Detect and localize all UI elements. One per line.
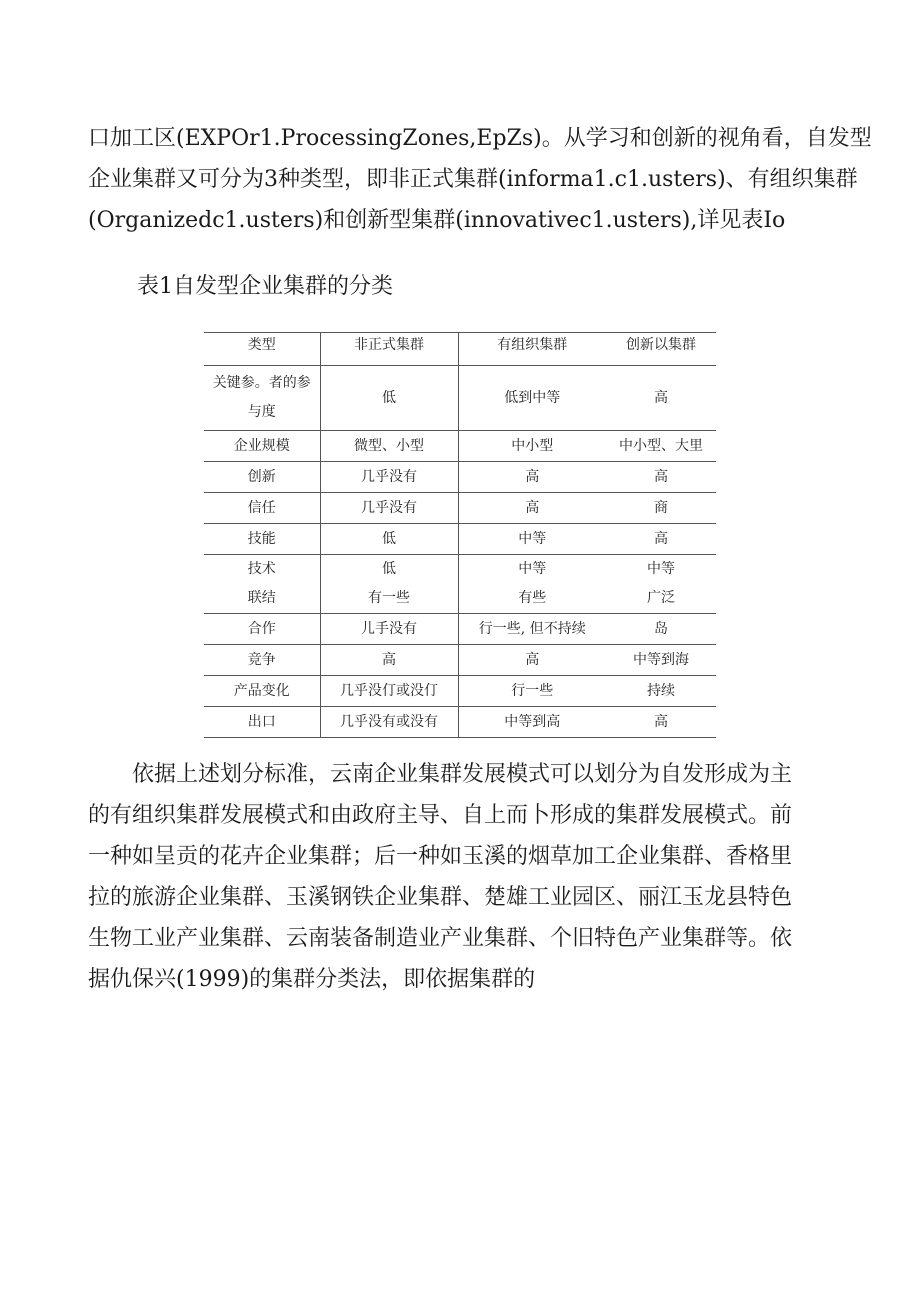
cell-innovative: 中小型、大里 [606, 431, 716, 462]
cell-organized: 高 [458, 493, 606, 524]
table-header-row [204, 333, 716, 366]
cell-informal: 几乎没有或没有 [320, 707, 458, 738]
cell-organized: 高 [458, 645, 606, 676]
body-paragraph [88, 754, 838, 1000]
body-line: 依据上述划分标准，云南企业集群发展模式可以划分为自发形成为主 [88, 762, 793, 787]
cell-informal: 低 [320, 366, 458, 431]
header-organized: 有组织集群 [458, 333, 606, 366]
cell-innovative: 岛 [606, 614, 716, 645]
header-type: 类型 [204, 333, 320, 366]
intro-line: (Organizedc1.usters)和创新型集群(innovativec1.usters),详见表Io [88, 208, 786, 233]
row-label: 合作 [204, 614, 320, 645]
row-label: 竞争 [204, 645, 320, 676]
body-line: 拉的旅游企业集群、玉溪钢铁企业集群、楚雄工业园区、丽江玉龙县特色 [88, 885, 793, 910]
table-row [204, 555, 716, 614]
cell-organized: 行一些 [458, 676, 606, 707]
header-innovative: 创新以集群 [606, 333, 716, 366]
intro-paragraph [88, 118, 872, 241]
body-line: 据仇保兴(1999)的集群分类法，即依据集群的 [88, 967, 536, 992]
table-row [204, 431, 716, 462]
body-line: 生物工业产业集群、云南装备制造业产业集群、个旧特色产业集群等。依 [88, 926, 793, 951]
body-line: 的有组织集群发展模式和由政府主导、自上而卜形成的集群发展模式。前 [88, 803, 793, 828]
row-label: 关键参。者的参 与度 [204, 366, 320, 431]
cell-organized: 中等 有些 [458, 555, 606, 614]
cell-innovative: 中等到海 [606, 645, 716, 676]
cell-informal: 微型、小型 [320, 431, 458, 462]
row-label: 产品变化 [204, 676, 320, 707]
row-label: 创新 [204, 462, 320, 493]
table-row [204, 707, 716, 738]
table-row [204, 493, 716, 524]
table-row [204, 676, 716, 707]
cell-innovative: 商 [606, 493, 716, 524]
cell-organized: 中小型 [458, 431, 606, 462]
cell-informal: 几乎没仃或没仃 [320, 676, 458, 707]
cell-informal: 低 [320, 524, 458, 555]
cell-informal: 几乎没有 [320, 493, 458, 524]
row-label: 出口 [204, 707, 320, 738]
table-row [204, 614, 716, 645]
cell-organized: 中等到高 [458, 707, 606, 738]
cell-innovative: 高 [606, 462, 716, 493]
table-row [204, 462, 716, 493]
table-row [204, 524, 716, 555]
cell-organized: 高 [458, 462, 606, 493]
intro-line: 口加工区(EXPOr1.ProcessingZones,EpZs)。从学习和创新的视角看，自发型 [88, 126, 872, 151]
cell-organized: 行一些, 但不持续 [458, 614, 606, 645]
cell-innovative: 持续 [606, 676, 716, 707]
row-label: 技能 [204, 524, 320, 555]
cell-organized: 中等 [458, 524, 606, 555]
table-caption: 表1自发型企业集群的分类 [137, 274, 393, 299]
body-line: 一种如呈贡的花卉企业集群；后一种如玉溪的烟草加工企业集群、香格里 [88, 844, 793, 869]
cell-informal: 几乎没有 [320, 462, 458, 493]
cell-organized: 低到中等 [458, 366, 606, 431]
cell-informal: 儿手没有 [320, 614, 458, 645]
cell-innovative: 高 [606, 366, 716, 431]
row-label: 企业规模 [204, 431, 320, 462]
cell-informal: 高 [320, 645, 458, 676]
cell-innovative: 高 [606, 707, 716, 738]
cluster-classification-table [204, 332, 716, 738]
table-row [204, 645, 716, 676]
cell-innovative: 高 [606, 524, 716, 555]
row-label: 信任 [204, 493, 320, 524]
cell-innovative: 中等 广泛 [606, 555, 716, 614]
table-row [204, 366, 716, 431]
row-label: 技术 联结 [204, 555, 320, 614]
header-informal: 非正式集群 [320, 333, 458, 366]
intro-line: 企业集群又可分为3种类型，即非正式集群(informa1.c1.usters)、有组织集群 [88, 167, 858, 192]
cell-informal: 低 有一些 [320, 555, 458, 614]
